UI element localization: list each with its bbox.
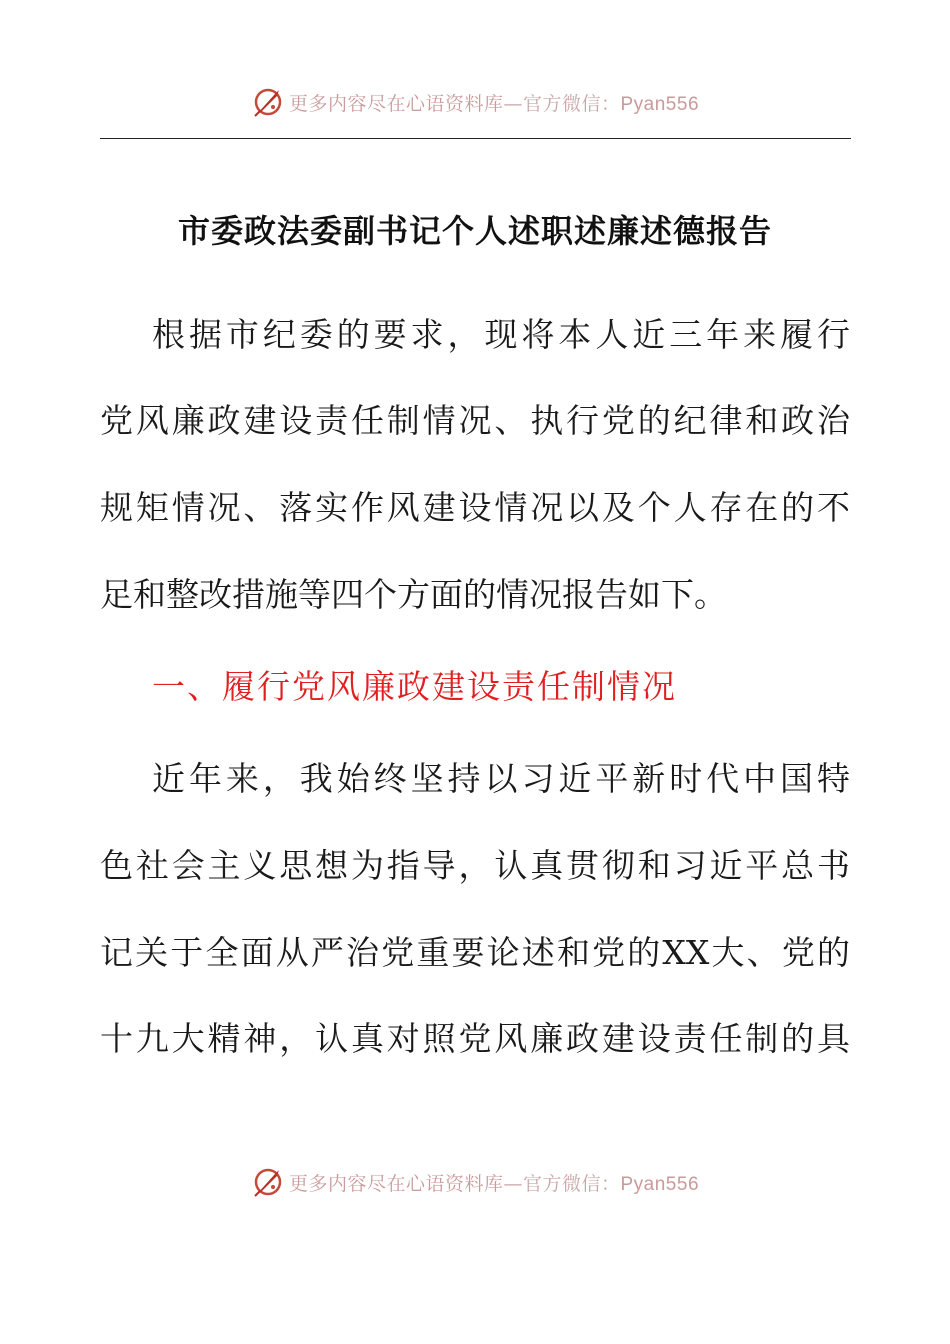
footer-watermark-label: 官方微信：	[522, 1172, 621, 1195]
paragraph-2-line-4: 十九大精神，认真对照党风廉政建设责任制的具	[100, 1019, 850, 1058]
paragraph-2-line-3: 记关于全面从严治党重要论述和党的XX大、党的	[100, 933, 850, 972]
header-watermark-label: 官方微信：	[522, 92, 621, 115]
header-divider	[100, 138, 851, 139]
header-watermark-account: Pyan556	[620, 93, 700, 115]
paragraph-1-line-1: 根据市纪委的要求，现将本人近三年来履行	[152, 315, 850, 354]
footer-watermark-account: Pyan556	[620, 1173, 700, 1195]
quill-circle-logo-icon	[251, 1165, 285, 1199]
footer-watermark	[0, 1162, 950, 1202]
paragraph-2-line-2: 色社会主义思想为指导，认真贯彻和习近平总书	[100, 846, 850, 885]
paragraph-1-line-3: 规矩情况、落实作风建设情况以及个人存在的不	[100, 488, 850, 527]
footer-watermark-sep: —	[503, 1172, 523, 1195]
footer-watermark-text	[289, 1169, 699, 1196]
section-1-heading: 一、履行党风廉政建设责任制情况	[152, 667, 677, 706]
header-watermark-brand: 更多内容尽在心语资料库	[288, 92, 504, 115]
header-watermark-text	[289, 89, 699, 116]
header-watermark-sep: —	[503, 92, 523, 115]
paragraph-2-line-1: 近年来，我始终坚持以习近平新时代中国特	[152, 759, 850, 798]
document-title: 市委政法委副书记个人述职述廉述德报告	[177, 212, 772, 250]
header-watermark	[0, 82, 950, 122]
paragraph-1-line-4: 足和整改措施等四个方面的情况报告如下。	[100, 575, 727, 614]
paragraph-1-line-2: 党风廉政建设责任制情况、执行党的纪律和政治	[100, 401, 850, 440]
quill-circle-logo-icon	[251, 85, 285, 119]
footer-watermark-brand: 更多内容尽在心语资料库	[288, 1172, 504, 1195]
